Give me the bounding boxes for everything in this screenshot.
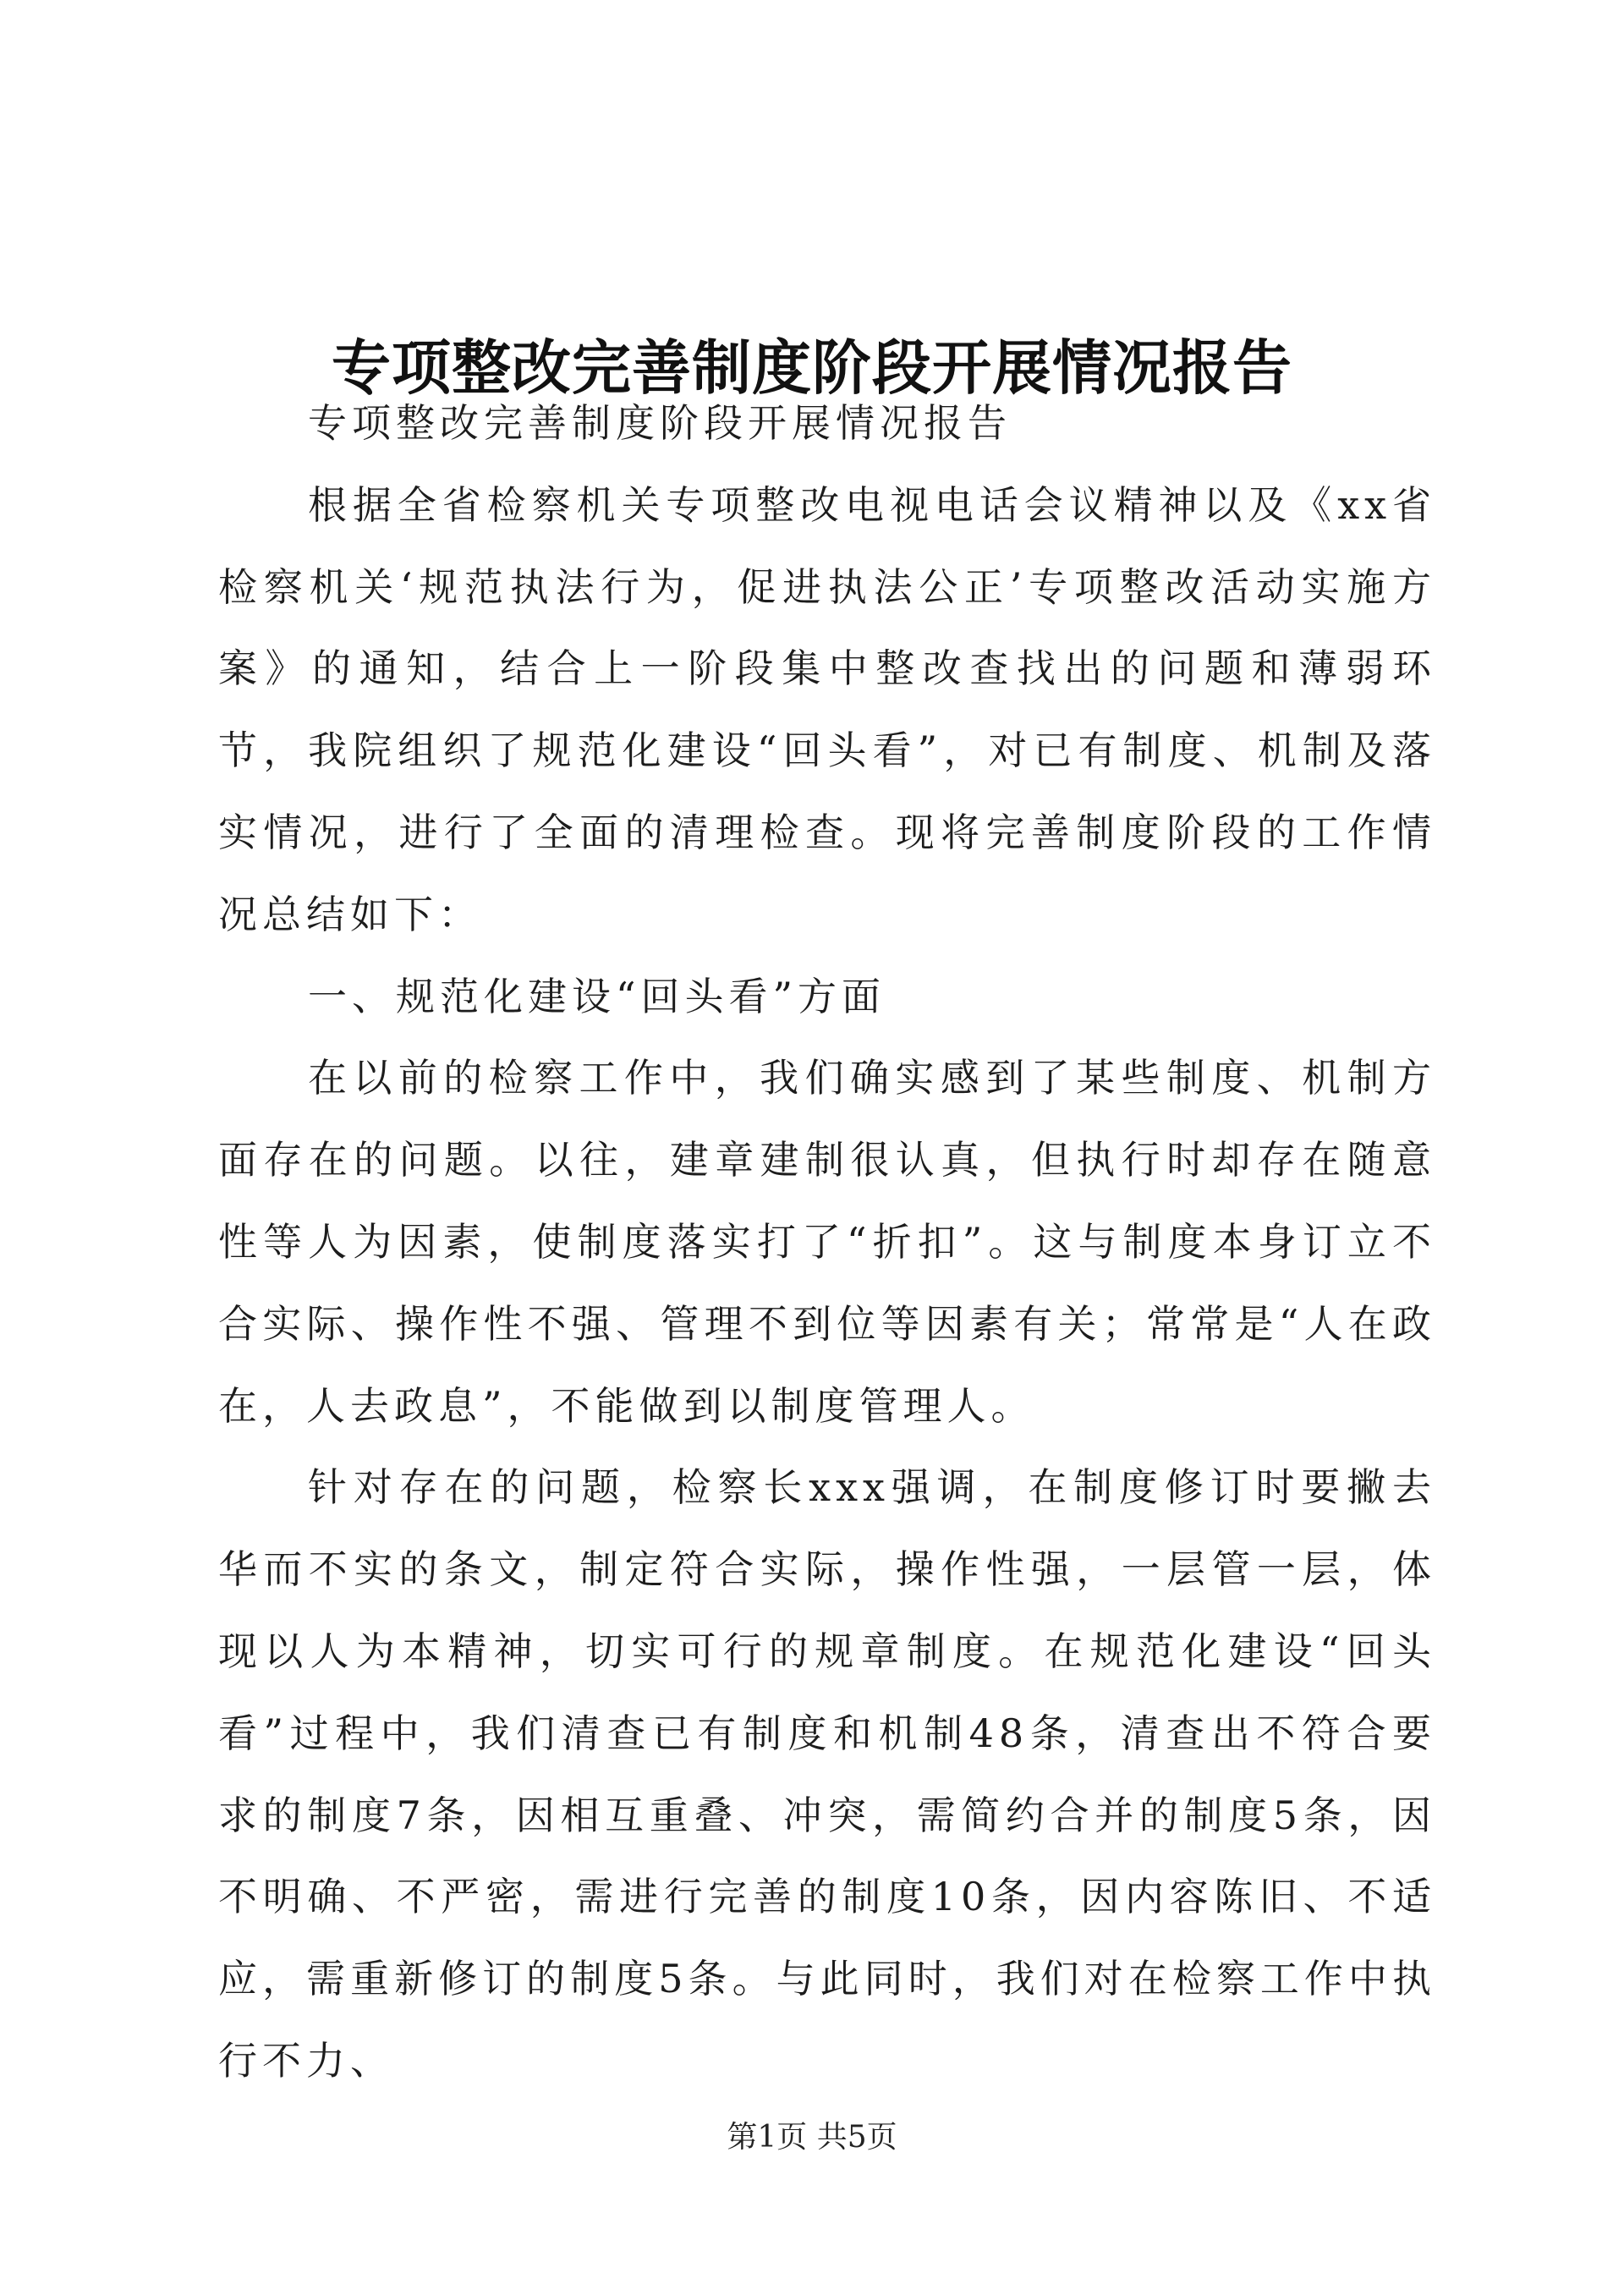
section-heading: 一、规范化建设“回头看”方面 [308, 973, 886, 1019]
document-body [218, 382, 1436, 2102]
body-paragraph: 针对存在的问题，检察长xxx强调，在制度修订时要撇去华而不实的条文，制定符合实际，操作性强，一层管一层，体现以人为本精神，切实可行的规章制度。在规范化建设“回头看”过程中，我们清查已有制度和机制48条，清查出不符合要求的制度7条，因相互重叠、冲突，需简约合并的制度5条，因不明确、不严密，需进行完善的制度10条，因内容陈旧、不适应，需重新修订的制度5条。与此同时，我们对在检察工作中执行不力、 [218, 1464, 1436, 2084]
intro-paragraph: 根据全省检察机关专项整改电视电话会议精神以及《xx省检察机关‘规范执法行为，促进执法公正’专项整改活动实施方案》的通知，结合上一阶段集中整改查找出的问题和薄弱环节，我院组织了规范化建设“回头看”，对已有制度、机制及落实情况，进行了全面的清理检查。现将完善制度阶段的工作情况总结如下： [218, 481, 1436, 937]
document-title: 专项整改完善制度阶段开展情况报告 [332, 332, 1292, 403]
page-number-footer: 第1页 共5页 [727, 2120, 897, 2155]
subtitle-paragraph: 专项整改完善制度阶段开展情况报告 [308, 400, 1012, 446]
body-paragraph: 在以前的检察工作中，我们确实感到了某些制度、机制方面存在的问题。以往，建章建制很认真，但执行时却存在随意性等人为因素，使制度落实打了“折扣”。这与制度本身订立不合实际、操作性不强、管理不到位等因素有关；常常是“人在政在，人去政息”，不能做到以制度管理人。 [218, 1055, 1436, 1429]
